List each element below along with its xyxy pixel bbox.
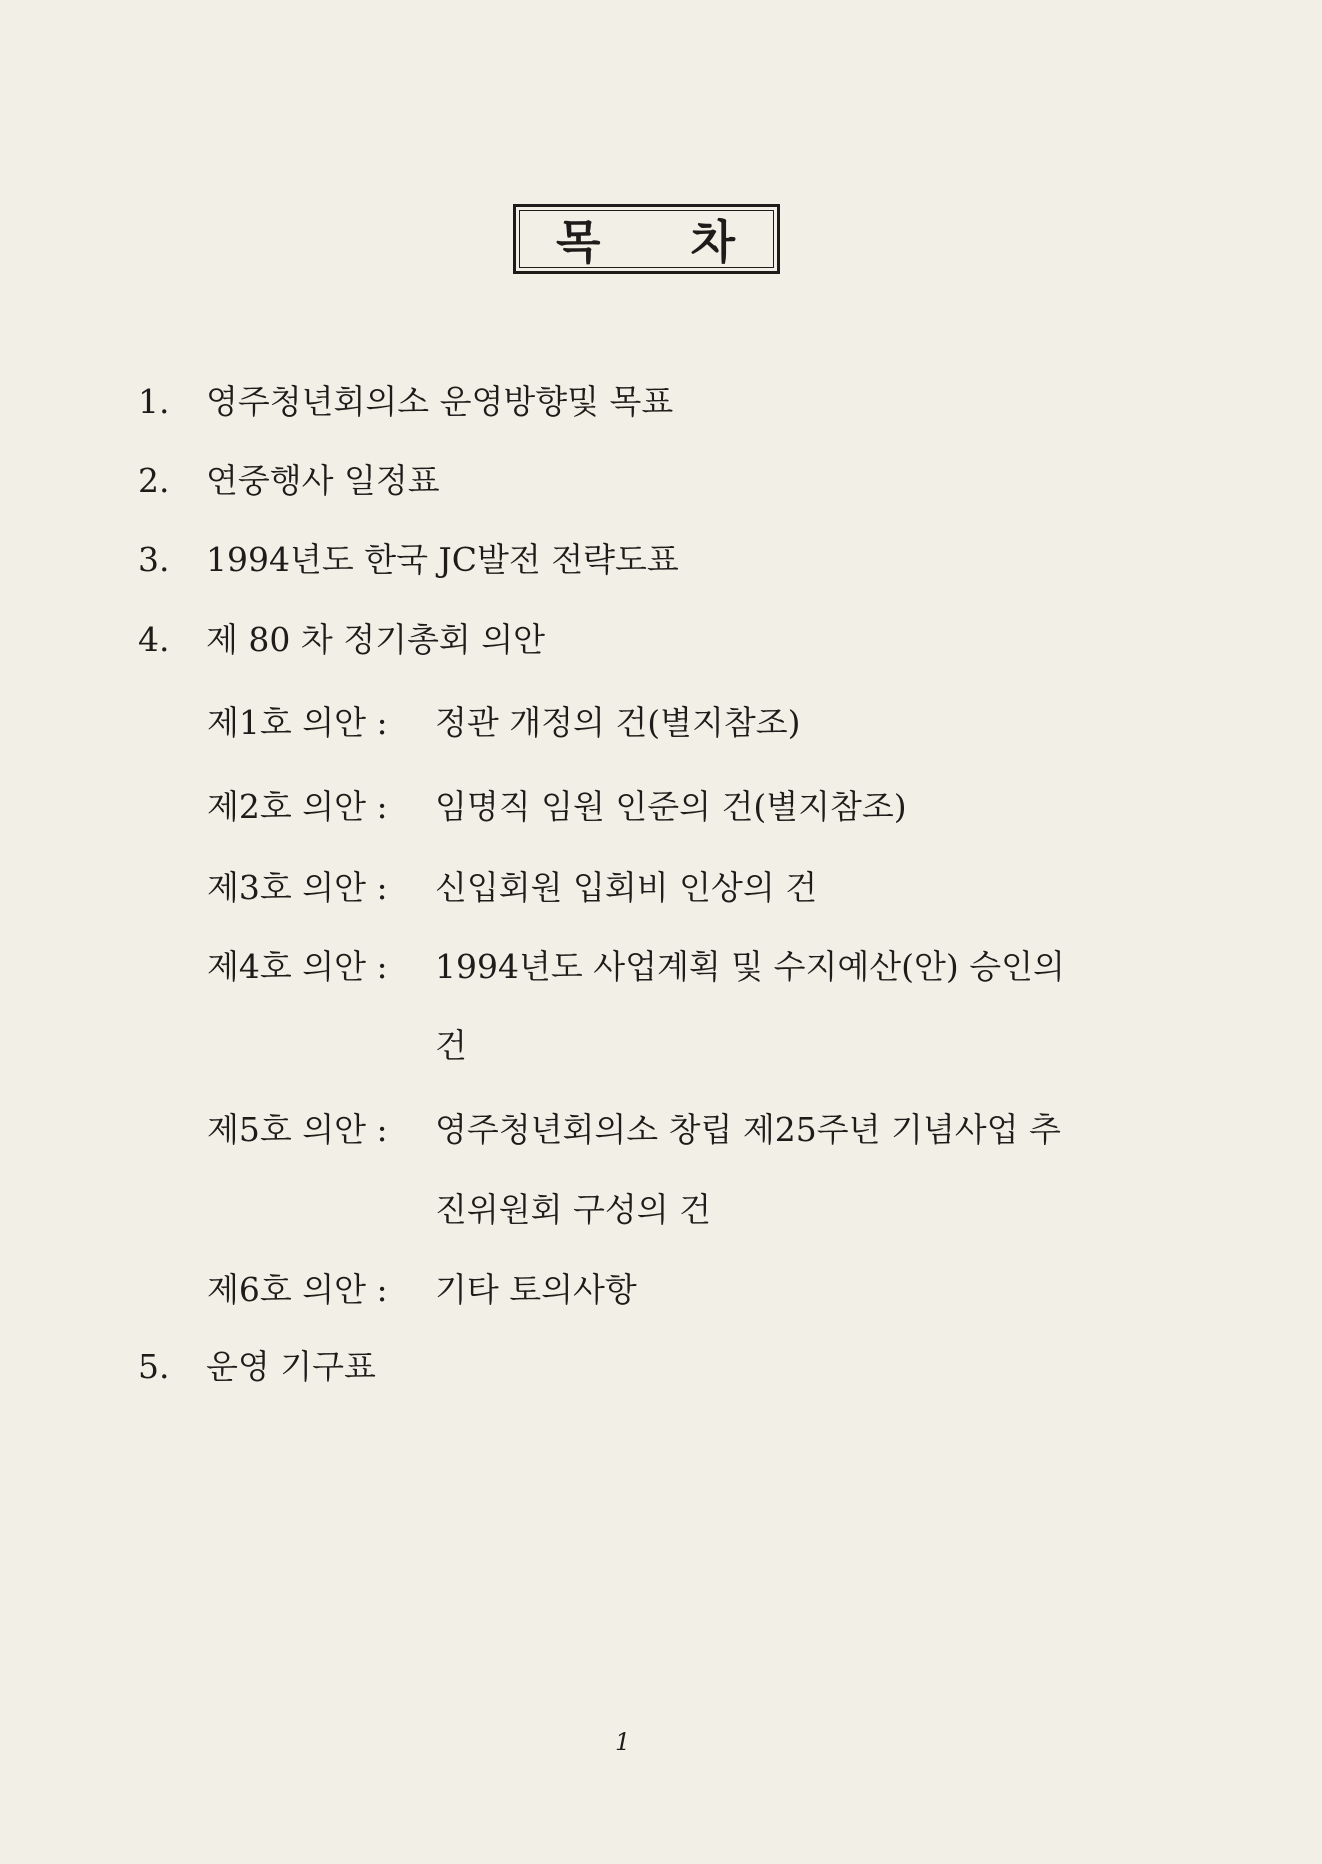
agenda-text: 임명직 임원 인준의 건(별지참조) bbox=[435, 787, 907, 826]
item-text: 제 80 차 정기총회 의안 bbox=[206, 620, 545, 659]
item-text: 1994년도 한국 JC발전 전략도표 bbox=[206, 540, 679, 579]
item-number: 5. bbox=[138, 1347, 170, 1386]
item-text: 영주청년회의소 운영방향및 목표 bbox=[206, 382, 674, 421]
item-text: 연중행사 일정표 bbox=[206, 461, 440, 500]
toc-item-5 bbox=[138, 1341, 376, 1388]
toc-item-1 bbox=[138, 376, 673, 423]
item-number: 1. bbox=[138, 382, 170, 421]
title-char-2: 차 bbox=[690, 215, 737, 269]
toc-item-2 bbox=[138, 455, 440, 502]
agenda-text: 영주청년회의소 창립 제25주년 기념사업 추 bbox=[435, 1110, 1061, 1149]
item-number: 2. bbox=[138, 461, 170, 500]
agenda-item-5 bbox=[207, 1104, 1061, 1151]
toc-item-4 bbox=[138, 614, 545, 661]
agenda-item-3 bbox=[207, 862, 817, 909]
agenda-prefix: 제2호 의안 : bbox=[207, 787, 388, 826]
agenda-item-5-continuation: 진위원회 구성의 건 bbox=[435, 1190, 712, 1229]
item-number: 4. bbox=[138, 620, 170, 659]
agenda-text: 1994년도 사업계획 및 수지예산(안) 승인의 bbox=[435, 947, 1065, 986]
agenda-item-4-continuation: 건 bbox=[435, 1026, 467, 1065]
item-text: 운영 기구표 bbox=[206, 1347, 376, 1386]
item-number: 3. bbox=[138, 540, 170, 579]
toc-item-3 bbox=[138, 534, 679, 581]
agenda-prefix: 제5호 의안 : bbox=[207, 1110, 388, 1149]
agenda-item-1 bbox=[207, 697, 801, 744]
page-number: 1 bbox=[615, 1728, 631, 1756]
agenda-item-4 bbox=[207, 941, 1065, 988]
toc-title bbox=[513, 204, 780, 274]
agenda-item-2 bbox=[207, 781, 907, 828]
title-char-1: 목 bbox=[556, 215, 603, 269]
agenda-prefix: 제4호 의안 : bbox=[207, 947, 388, 986]
agenda-prefix: 제1호 의안 : bbox=[207, 703, 388, 742]
agenda-prefix: 제3호 의안 : bbox=[207, 868, 388, 907]
agenda-item-6 bbox=[207, 1264, 637, 1311]
agenda-text: 기타 토의사항 bbox=[435, 1270, 637, 1309]
agenda-prefix: 제6호 의안 : bbox=[207, 1270, 388, 1309]
agenda-text: 신입회원 입회비 인상의 건 bbox=[435, 868, 818, 907]
agenda-text: 정관 개정의 건(별지참조) bbox=[435, 703, 801, 742]
